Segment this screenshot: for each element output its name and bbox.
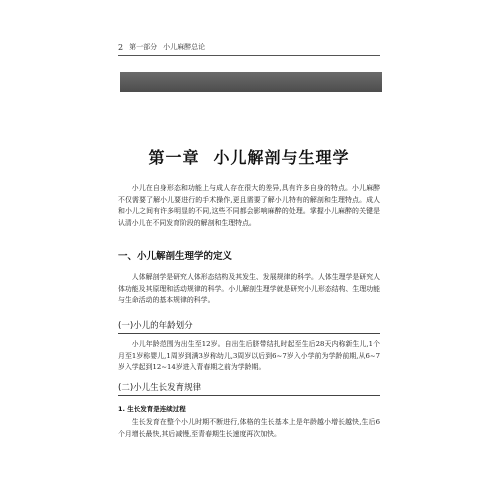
chapter-label: 第一章 bbox=[148, 148, 200, 167]
item-heading: 1. 生长发育是连续过程 bbox=[118, 405, 186, 413]
subsection-rule bbox=[118, 395, 380, 396]
subsection-heading-growth: (二)小儿生长发育规律 bbox=[118, 383, 202, 393]
chapter-banner bbox=[120, 72, 382, 92]
subsection-rule bbox=[118, 333, 380, 334]
subsection-paragraph-age: 小儿年龄范围为出生至12岁。自出生后脐带结扎时起至生后28天内称新生儿,1个月至1岁称婴儿,1周岁到满3岁称幼儿,3周岁以后到6~7岁入小学前为学龄前期,从6~7岁入学起到12~14岁进入青春期之前为学龄期。 bbox=[118, 340, 380, 371]
part-label: 第一部分 bbox=[129, 43, 158, 51]
subsection-heading-age: (一)小儿的年龄划分 bbox=[118, 321, 193, 331]
header-rule bbox=[118, 55, 380, 56]
page-number: 2 bbox=[118, 42, 124, 52]
section-heading: 一、小儿解剖生理学的定义 bbox=[118, 251, 233, 262]
item-paragraph: 生长发育在整个小儿时期不断进行,体格的生长基本上是年龄越小增长越快,生后6个月增长最快,其后减慢,至青春期生长速度再次加快。 bbox=[118, 418, 380, 438]
chapter-name: 小儿解剖与生理学 bbox=[213, 148, 350, 167]
intro-paragraph: 小儿在自身形态和功能上与成人存在很大的差异,具有许多自身的特点。小儿麻醉不仅需要了解小儿要进行的手术操作,更且需要了解小儿特有的解剖和生理特点。成人和小儿之间有许多明显的不同,这些不同都会影响麻醉的处理。掌握小儿麻醉的关键是认清小儿在不同发育阶段的解剖和生理特点。 bbox=[118, 184, 380, 227]
part-title: 小儿麻醉总论 bbox=[163, 43, 206, 51]
chapter-title bbox=[118, 145, 380, 168]
section-paragraph: 人体解剖学是研究人体形态结构及其发生、发展规律的科学。人体生理学是研究人体功能及其原理和活动规律的科学。小儿解剖生理学就是研究小儿形态结构、生理功能与生命活动的基本规律的科学。 bbox=[118, 273, 380, 304]
running-header bbox=[118, 40, 380, 54]
